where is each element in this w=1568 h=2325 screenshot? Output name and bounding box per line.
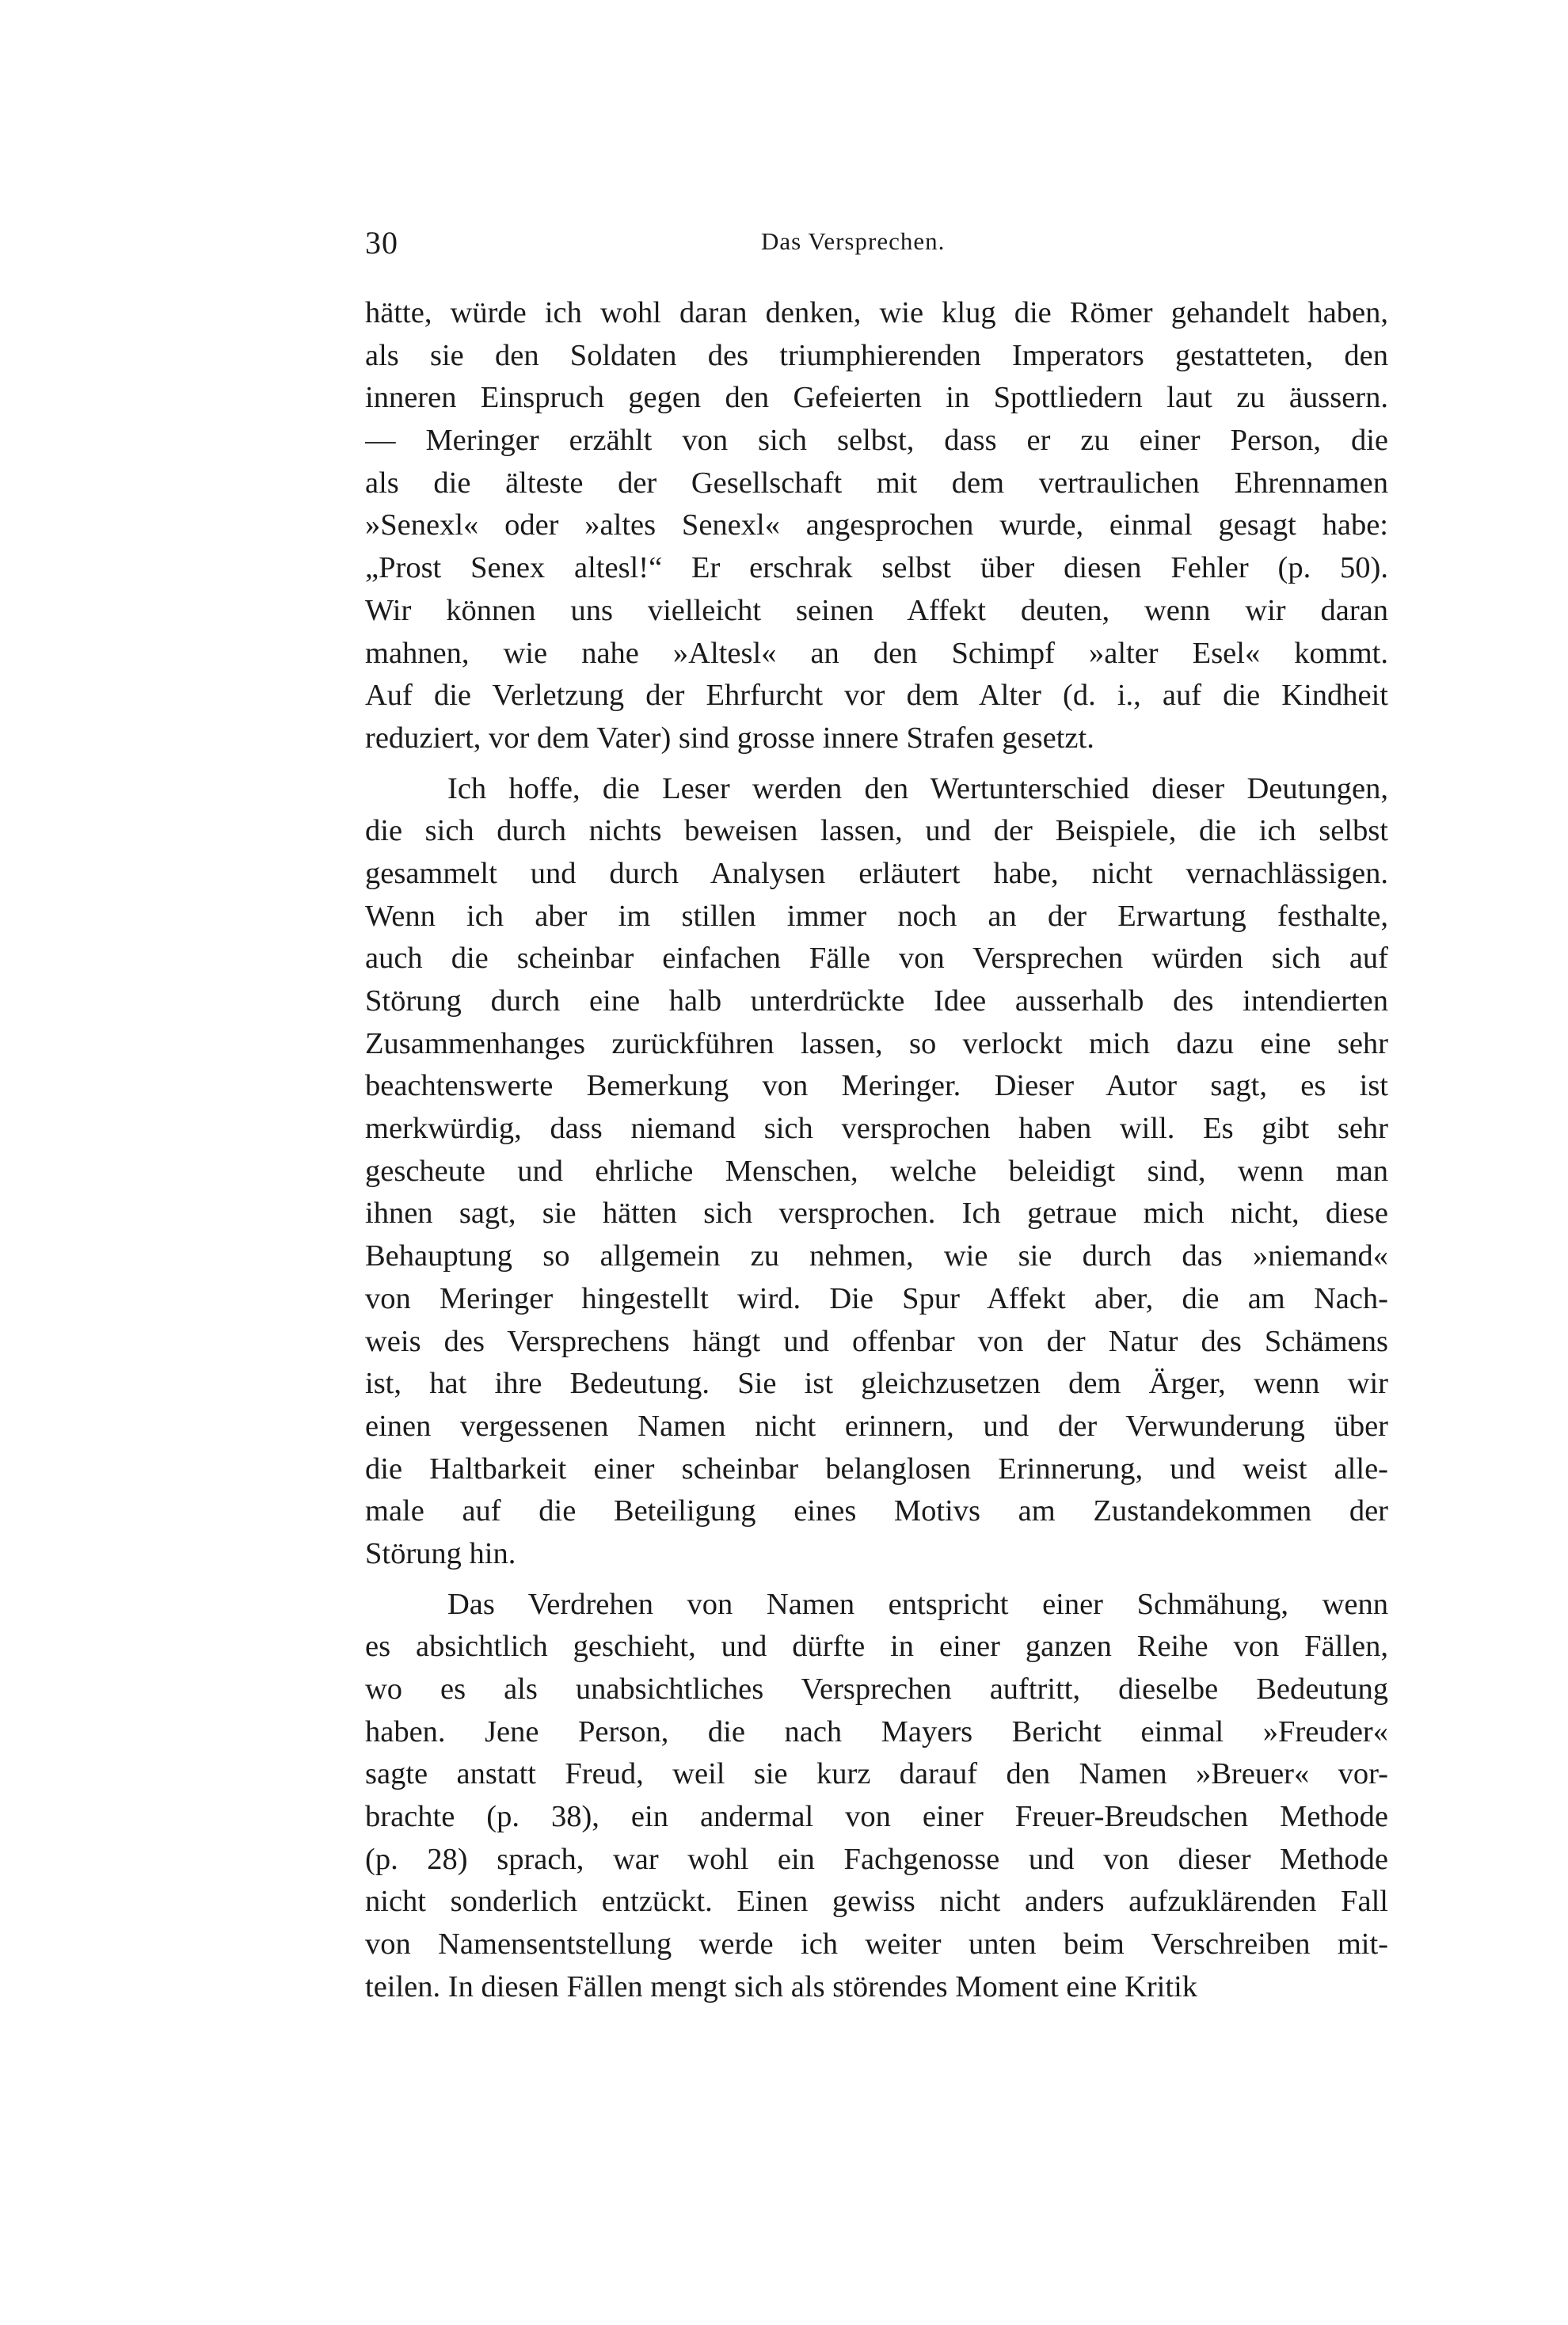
text-line: Zusammenhanges zurückführen lassen, so verlockt mich dazu eine sehr xyxy=(365,1026,1388,1060)
text-line: Ich hoffe, die Leser werden den Wertunterschied dieser Deutungen, xyxy=(447,771,1388,805)
text-line: — Meringer erzählt von sich selbst, dass er zu einer Person, die xyxy=(365,424,1388,458)
text-line: ihnen sagt, sie hätten sich versprochen. Ich getraue mich nicht, diese xyxy=(365,1197,1388,1231)
paragraph xyxy=(365,292,1388,760)
text-line: die sich durch nichts beweisen lassen, und der Beispiele, die ich selbst xyxy=(365,814,1388,848)
text-line: Störung hin. xyxy=(365,1536,516,1570)
text-line: es absichtlich geschieht, und dürfte in einer ganzen Reihe von Fällen, xyxy=(365,1630,1388,1664)
text-line: von Namensentstellung werde ich weiter unten beim Verschreiben mit- xyxy=(365,1927,1388,1962)
text-line: einen vergessenen Namen nicht erinnern, und der Verwunderung über xyxy=(365,1409,1388,1443)
text-line: hätte, würde ich wohl daran denken, wie klug die Römer gehandelt haben, xyxy=(365,296,1388,329)
text-line: sagte anstatt Freud, weil sie kurz darauf den Namen »Breuer« vor- xyxy=(365,1757,1388,1791)
page-number: 30 xyxy=(365,225,398,261)
page-header xyxy=(365,224,1387,272)
text-line: gesammelt und durch Analysen erläutert habe, nicht vernachlässigen. xyxy=(365,856,1388,890)
text-line: haben. Jene Person, die nach Mayers Bericht einmal »Freuder« xyxy=(365,1714,1388,1749)
paragraph-gap xyxy=(365,760,1388,768)
text-line: nicht sonderlich entzückt. Einen gewiss nicht anders aufzuklärenden Fall xyxy=(365,1885,1388,1919)
text-line: die Haltbarkeit einer scheinbar belanglosen Erinnerung, und weist alle- xyxy=(365,1452,1388,1486)
text-line: wo es als unabsichtliches Versprechen auftritt, dieselbe Bedeutung xyxy=(365,1672,1388,1706)
text-line: von Meringer hingestellt wird. Die Spur Affekt aber, die am Nach- xyxy=(365,1281,1388,1315)
text-line: Auf die Verletzung der Ehrfurcht vor dem Alter (d. i., auf die Kindheit xyxy=(365,679,1388,713)
text-line: male auf die Beteiligung eines Motivs am Zustandekommen der xyxy=(365,1494,1388,1528)
text-line: beachtenswerte Bemerkung von Meringer. Dieser Autor sagt, es ist xyxy=(365,1069,1388,1103)
text-line: mahnen, wie nahe »Altesl« an den Schimpf »alter Esel« kommt. xyxy=(365,636,1388,670)
paragraph xyxy=(365,768,1388,1576)
text-line: als die älteste der Gesellschaft mit dem vertraulichen Ehrennamen xyxy=(365,466,1388,500)
text-line: ist, hat ihre Bedeutung. Sie ist gleichzusetzen dem Ärger, wenn wir xyxy=(365,1367,1388,1401)
text-line: als sie den Soldaten des triumphierenden Imperators gestatteten, den xyxy=(365,338,1388,372)
text-line: Störung durch eine halb unterdrückte Idee ausserhalb des intendierten xyxy=(365,984,1388,1018)
body-text xyxy=(365,292,1388,2009)
text-line: (p. 28) sprach, war wohl ein Fachgenosse und von dieser Methode xyxy=(365,1842,1388,1876)
text-line: brachte (p. 38), ein andermal von einer Freuer-Breudschen Methode xyxy=(365,1800,1388,1834)
running-title: Das Versprechen. xyxy=(761,227,946,255)
text-line: weis des Versprechens hängt und offenbar von der Natur des Schämens xyxy=(365,1324,1388,1358)
paragraph xyxy=(365,1584,1388,2009)
text-line: Behauptung so allgemein zu nehmen, wie sie durch das »niemand« xyxy=(365,1239,1388,1273)
text-line: auch die scheinbar einfachen Fälle von Versprechen würden sich auf xyxy=(365,942,1388,976)
text-line: merkwürdig, dass niemand sich versprochen haben will. Es gibt sehr xyxy=(365,1112,1388,1146)
text-line: teilen. In diesen Fällen mengt sich als störendes Moment eine Kritik xyxy=(365,1969,1198,2003)
text-line: »Senexl« oder »altes Senexl« angesprochen wurde, einmal gesagt habe: xyxy=(365,508,1388,542)
paragraph-gap xyxy=(365,1576,1388,1584)
text-line: inneren Einspruch gegen den Gefeierten in Spottliedern laut zu äussern. xyxy=(365,381,1388,415)
text-line: Das Verdrehen von Namen entspricht einer Schmähung, wenn xyxy=(447,1587,1388,1621)
text-line: reduziert, vor dem Vater) sind grosse innere Strafen gesetzt. xyxy=(365,721,1094,755)
text-line: „Prost Senex altesl!“ Er erschrak selbst über diesen Fehler (p. 50). xyxy=(365,551,1388,585)
text-line: Wenn ich aber im stillen immer noch an der Erwartung festhalte, xyxy=(365,899,1388,933)
text-line: gescheute und ehrliche Menschen, welche beleidigt sind, wenn man xyxy=(365,1154,1388,1188)
text-line: Wir können uns vielleicht seinen Affekt deuten, wenn wir daran xyxy=(365,593,1388,627)
